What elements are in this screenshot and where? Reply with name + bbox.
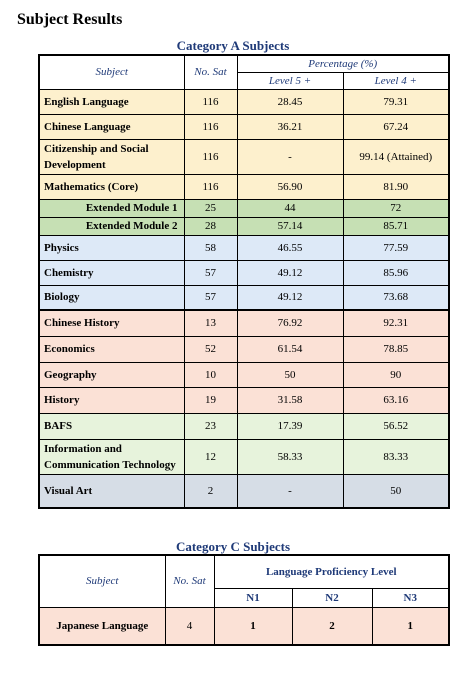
level4-value: 73.68 [343,285,449,310]
table-row [39,362,449,387]
header-no-sat: No. Sat [165,555,214,607]
subject-name: Physics [39,235,184,260]
no-sat-value: 23 [184,413,237,439]
header-proficiency: Language Proficiency Level [214,555,449,588]
subject-name: Geography [39,362,184,387]
level4-value: 92.31 [343,310,449,336]
level5-value: - [237,139,343,174]
level4-value: 79.31 [343,89,449,114]
table-row [39,114,449,139]
subject-name: Chinese History [39,310,184,336]
no-sat-value: 2 [184,474,237,508]
header-percentage: Percentage (%) [237,55,449,72]
level5-value: 76.92 [237,310,343,336]
subject-name: Chemistry [39,260,184,285]
level5-value: 57.14 [237,217,343,235]
level4-value: 99.14 (Attained) [343,139,449,174]
table-row [39,439,449,474]
subject-name: Extended Module 2 [39,217,184,235]
no-sat-value: 28 [184,217,237,235]
level4-value: 72 [343,199,449,217]
page-title: Subject Results [17,11,123,28]
level4-value: 85.71 [343,217,449,235]
level5-value: 58.33 [237,439,343,474]
level5-value: 28.45 [237,89,343,114]
table-row [39,199,449,217]
level5-value: 36.21 [237,114,343,139]
table-row [39,413,449,439]
subject-name: English Language [39,89,184,114]
level5-value: 49.12 [237,260,343,285]
no-sat-value: 116 [184,89,237,114]
subject-name: Economics [39,336,184,362]
header-n1: N1 [214,588,292,607]
table-row [39,285,449,310]
no-sat-value: 116 [184,114,237,139]
n3-value: 1 [372,607,449,645]
subject-name: Extended Module 1 [39,199,184,217]
n2-value: 2 [292,607,372,645]
no-sat-value: 25 [184,199,237,217]
no-sat-value: 57 [184,285,237,310]
header-n2: N2 [292,588,372,607]
no-sat-value: 58 [184,235,237,260]
level4-value: 90 [343,362,449,387]
no-sat-value: 12 [184,439,237,474]
category-c-caption: Category C Subjects [175,539,291,554]
level5-value: 56.90 [237,174,343,199]
level5-value: - [237,474,343,508]
header-subject: Subject [39,555,165,607]
level5-value: 49.12 [237,285,343,310]
level5-value: 50 [237,362,343,387]
category-a-caption: Category A Subjects [176,38,290,53]
level4-value: 85.96 [343,260,449,285]
level4-value: 50 [343,474,449,508]
level4-value: 83.33 [343,439,449,474]
subject-name: Information and Communication Technology [39,439,184,474]
subject-name: Mathematics (Core) [39,174,184,199]
no-sat-value: 13 [184,310,237,336]
level4-value: 56.52 [343,413,449,439]
subject-name: Japanese Language [39,607,165,645]
no-sat-value: 19 [184,387,237,413]
no-sat-value: 116 [184,139,237,174]
table-row [39,235,449,260]
level4-value: 81.90 [343,174,449,199]
table-row [39,387,449,413]
level4-value: 67.24 [343,114,449,139]
no-sat-value: 57 [184,260,237,285]
header-subject: Subject [39,55,184,89]
n1-value: 1 [214,607,292,645]
level5-value: 17.39 [237,413,343,439]
level5-value: 46.55 [237,235,343,260]
subject-name: Chinese Language [39,114,184,139]
level4-value: 78.85 [343,336,449,362]
no-sat-value: 116 [184,174,237,199]
subject-name: Biology [39,285,184,310]
table-row [39,310,449,336]
header-no-sat: No. Sat [184,55,237,89]
table-row [39,217,449,235]
table-row [39,336,449,362]
level5-value: 61.54 [237,336,343,362]
subject-name: Visual Art [39,474,184,508]
no-sat-value: 4 [165,607,214,645]
category-c-table [38,554,450,646]
subject-name: Citizenship and Social Development [39,139,184,174]
level5-value: 44 [237,199,343,217]
category-a-table [38,54,450,509]
header-n3: N3 [372,588,449,607]
header-level5: Level 5 + [237,72,343,89]
table-row [39,139,449,174]
no-sat-value: 52 [184,336,237,362]
subject-name: BAFS [39,413,184,439]
level4-value: 63.16 [343,387,449,413]
table-row [39,607,449,645]
level5-value: 31.58 [237,387,343,413]
table-row [39,474,449,508]
subject-name: History [39,387,184,413]
level4-value: 77.59 [343,235,449,260]
table-row [39,89,449,114]
table-row [39,174,449,199]
header-level4: Level 4 + [343,72,449,89]
table-row [39,260,449,285]
no-sat-value: 10 [184,362,237,387]
